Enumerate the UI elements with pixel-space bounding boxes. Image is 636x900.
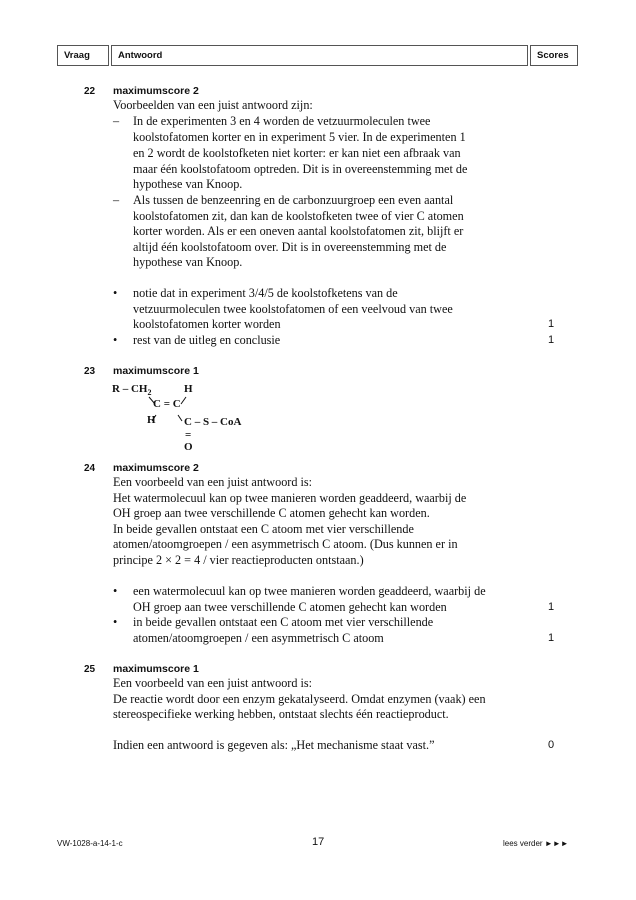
q22-criterion2-line: rest van de uitleg en conclusie bbox=[133, 333, 281, 347]
bullet-marker: • bbox=[113, 286, 118, 300]
formula-r-group: R – CH bbox=[112, 383, 148, 395]
question-22-intro: Voorbeelden van een juist antwoord zijn: bbox=[113, 98, 313, 112]
q22-example2-line: Als tussen de benzeenring en de carbonzuurgroep een even aantal bbox=[133, 193, 454, 207]
bullet-marker: • bbox=[113, 333, 118, 347]
q25-note: Indien een antwoord is gegeven als: „Het mechanisme staat vast.” bbox=[113, 738, 435, 752]
q25-note-score: 0 bbox=[548, 739, 555, 751]
q24-criterion1-line: OH groep aan twee verschillende C atomen gehecht kan worden bbox=[133, 600, 447, 614]
q25-answer-line: De reactie wordt door een enzym gekatalyseerd. Omdat enzymen (vaak) een bbox=[113, 692, 486, 706]
formula-subscript: 2 bbox=[147, 388, 152, 398]
footer-code: VW-1028-a-14-1-c bbox=[57, 839, 123, 848]
bullet-marker: • bbox=[113, 584, 118, 598]
q22-criterion1-line: koolstofatomen korter worden bbox=[133, 317, 281, 331]
q22-example1-line: hypothese van Knoop. bbox=[133, 177, 243, 191]
header-antwoord: Antwoord bbox=[111, 45, 528, 66]
q24-criterion2-line: atomen/atoomgroepen / een asymmetrisch C atoom bbox=[133, 631, 384, 645]
q24-criterion1-line: een watermolecuul kan op twee manieren worden geaddeerd, waarbij de bbox=[133, 584, 486, 598]
formula-c-s-coa: C – S – CoA bbox=[184, 416, 242, 428]
formula-double-bond: = bbox=[185, 429, 192, 441]
q24-answer-line: principe 2 × 2 = 4 / vier reactieproducten ontstaan.) bbox=[113, 553, 364, 567]
q22-example1-line: koolstofatomen korter en in experiment 5 vier. In de experimenten 1 bbox=[133, 130, 466, 144]
q24-criterion2-score: 1 bbox=[548, 632, 555, 644]
question-24-intro: Een voorbeeld van een juist antwoord is: bbox=[113, 475, 313, 489]
q24-criterion1-score: 1 bbox=[548, 601, 555, 613]
formula-oxygen: O bbox=[184, 441, 193, 453]
q22-criterion2-score: 1 bbox=[548, 334, 555, 346]
q24-answer-line: In beide gevallen ontstaat een C atoom met vier verschillende bbox=[113, 522, 414, 536]
footer-next: lees verder ►►► bbox=[503, 839, 569, 848]
q25-answer-line: stereospecifieke werking hebben, ontstaat slechts één reactieproduct. bbox=[113, 707, 449, 721]
q22-example1-line: maar één koolstofatoom optreden. Dit is in overeenstemming met de bbox=[133, 162, 468, 176]
q24-answer-line: atomen/atoomgroepen / een asymmetrisch C atoom. (Dus kunnen er in bbox=[113, 537, 458, 551]
q22-example2-line: koolstofatomen zit, dan kan de koolstofketen twee of vier C atomen bbox=[133, 209, 464, 223]
question-22-heading: maximumscore 2 bbox=[113, 85, 199, 97]
dash-marker: – bbox=[113, 114, 120, 128]
question-24-number: 24 bbox=[84, 463, 96, 474]
question-22-number: 22 bbox=[84, 86, 96, 97]
q22-criterion1-line: notie dat in experiment 3/4/5 de koolstofketens van de bbox=[133, 286, 398, 300]
formula-c-eq-c: C = C bbox=[153, 398, 181, 410]
q22-example2-line: hypothese van Knoop. bbox=[133, 255, 243, 269]
q22-example1-line: In de experimenten 3 en 4 worden de vetzuurmoleculen twee bbox=[133, 114, 431, 128]
q22-example2-line: altijd één koolstofatoom over. Dit is in overeenstemming met de bbox=[133, 240, 447, 254]
q24-answer-line: OH groep aan twee verschillende C atomen gehecht kan worden. bbox=[113, 506, 430, 520]
dash-marker: – bbox=[113, 193, 120, 207]
bond-line bbox=[178, 415, 182, 421]
formula-h-top: H bbox=[184, 383, 193, 395]
q22-example1-line: en 2 wordt de koolstofketen niet korter: er kan niet een afbraak van bbox=[133, 146, 461, 160]
question-23-heading: maximumscore 1 bbox=[113, 365, 199, 377]
q22-example2-line: korter worden. Als er een oneven aantal koolstofatomen zit, blijft er bbox=[133, 224, 464, 238]
formula-h-left: H bbox=[147, 414, 156, 426]
question-23-number: 23 bbox=[84, 366, 96, 377]
q22-criterion1-score: 1 bbox=[548, 318, 555, 330]
question-25-intro: Een voorbeeld van een juist antwoord is: bbox=[113, 676, 313, 690]
header-scores: Scores bbox=[530, 45, 578, 66]
bullet-marker: • bbox=[113, 615, 118, 629]
bond-line bbox=[181, 397, 186, 404]
question-24-heading: maximumscore 2 bbox=[113, 462, 199, 474]
question-25-number: 25 bbox=[84, 664, 96, 675]
page-number: 17 bbox=[312, 836, 325, 848]
q24-criterion2-line: in beide gevallen ontstaat een C atoom met vier verschillende bbox=[133, 615, 434, 629]
header-vraag: Vraag bbox=[57, 45, 109, 66]
q22-criterion1-line: vetzuurmoleculen twee koolstofatomen of een veelvoud van twee bbox=[133, 302, 453, 316]
q24-answer-line: Het watermolecuul kan op twee manieren worden geaddeerd, waarbij de bbox=[113, 491, 467, 505]
question-25-heading: maximumscore 1 bbox=[113, 663, 199, 675]
